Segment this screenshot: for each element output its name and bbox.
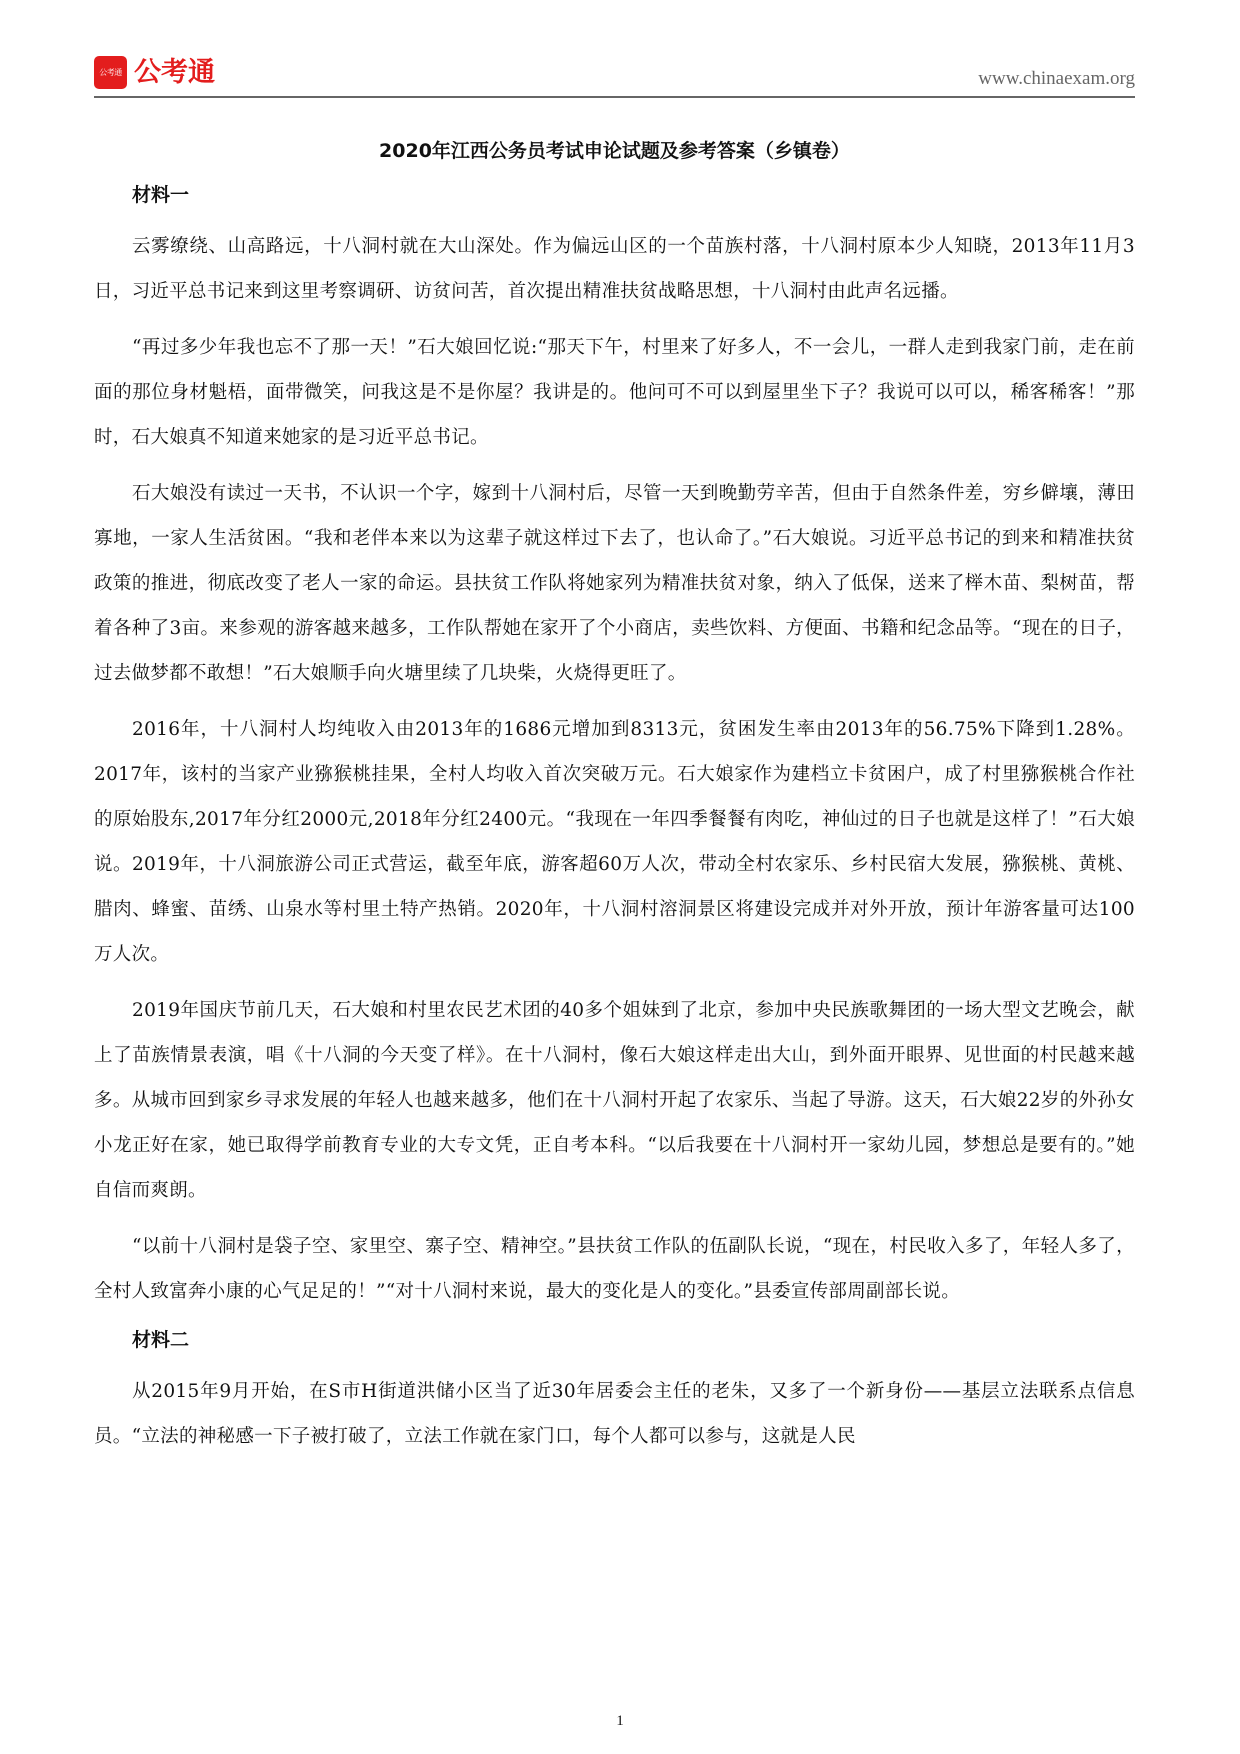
page-number: 1 [616,1713,624,1729]
document-body [94,180,1135,1470]
header-divider [94,96,1135,98]
page-header [94,56,1135,96]
logo-icon: 公考通 [94,56,127,89]
paragraph: 从2015年9月开始，在S市H街道洪储小区当了近30年居委会主任的老朱，又多了一个新身份——基层立法联系点信息员。“立法的神秘感一下子被打破了，立法工作就在家门口，每个人都可以参与，这就是人民 [94,1381,1135,1447]
document-title: 2020年江西公务员考试申论试题及参考答案（乡镇卷） [379,140,850,162]
paragraph: 2016年，十八洞村人均纯收入由2013年的1686元增加到8313元，贫困发生率由2013年的56.75%下降到1.28%。2017年，该村的当家产业猕猴桃挂果，全村人均收入首次突破万元。石大娘家作为建档立卡贫困户，成了村里猕猴桃合作社的原始股东,2017年分红2000元,2018年分红2400元。“我现在一年四季餐餐有肉吃，神仙过的日子也就是这样了！”石大娘说。2019年，十八洞旅游公司正式营运，截至年底，游客超60万人次，带动全村农家乐、乡村民宿大发展，猕猴桃、黄桃、腊肉、蜂蜜、苗绣、山泉水等村里土特产热销。2020年，十八洞村溶洞景区将建设完成并对外开放，预计年游客量可达100万人次。 [94,719,1135,965]
site-url[interactable]: www.chinaexam.org [978,68,1135,89]
paragraph: 2019年国庆节前几天，石大娘和村里农民艺术团的40多个姐妹到了北京，参加中央民族歌舞团的一场大型文艺晚会，献上了苗族情景表演，唱《十八洞的今天变了样》。在十八洞村，像石大娘这样走出大山，到外面开眼界、见世面的村民越来越多。从城市回到家乡寻求发展的年轻人也越来越多，他们在十八洞村开起了农家乐、当起了导游。这天，石大娘22岁的外孙女小龙正好在家，她已取得学前教育专业的大专文凭，正自考本科。“以后我要在十八洞村开一家幼儿园，梦想总是要有的。”她自信而爽朗。 [94,1000,1135,1201]
paragraph: “再过多少年我也忘不了那一天！”石大娘回忆说:“那天下午，村里来了好多人，不一会儿，一群人走到我家门前，走在前面的那位身材魁梧，面带微笑，问我这是不是你屋？我讲是的。他问可不可以到屋里坐下子？我说可以可以，稀客稀客！”那时，石大娘真不知道来她家的是习近平总书记。 [94,337,1135,448]
paragraph: “以前十八洞村是袋子空、家里空、寨子空、精神空。”县扶贫工作队的伍副队长说，“现在，村民收入多了，年轻人多了，全村人致富奔小康的心气足足的！”“对十八洞村来说，最大的变化是人的变化。”县委宣传部周副部长说。 [94,1236,1135,1302]
paragraph: 石大娘没有读过一天书，不认识一个字，嫁到十八洞村后，尽管一天到晚勤劳辛苦，但由于自然条件差，穷乡僻壤，薄田寡地，一家人生活贫困。“我和老伴本来以为这辈子就这样过下去了，也认命了。”石大娘说。习近平总书记的到来和精准扶贫政策的推进，彻底改变了老人一家的命运。县扶贫工作队将她家列为精准扶贫对象，纳入了低保，送来了榉木苗、梨树苗，帮着各种了3亩。来参观的游客越来越多，工作队帮她在家开了个小商店，卖些饮料、方便面、书籍和纪念品等。“现在的日子，过去做梦都不敢想！”石大娘顺手向火塘里续了几块柴，火烧得更旺了。 [94,483,1135,684]
section-heading: 材料二 [132,1329,190,1351]
logo-wordmark: 公考通 [134,57,215,88]
paragraph: 云雾缭绕、山高路远，十八洞村就在大山深处。作为偏远山区的一个苗族村落，十八洞村原本少人知晓，2013年11月3日，习近平总书记来到这里考察调研、访贫问苦，首次提出精准扶贫战略思想，十八洞村由此声名远播。 [94,236,1135,302]
section-heading: 材料一 [132,184,190,206]
